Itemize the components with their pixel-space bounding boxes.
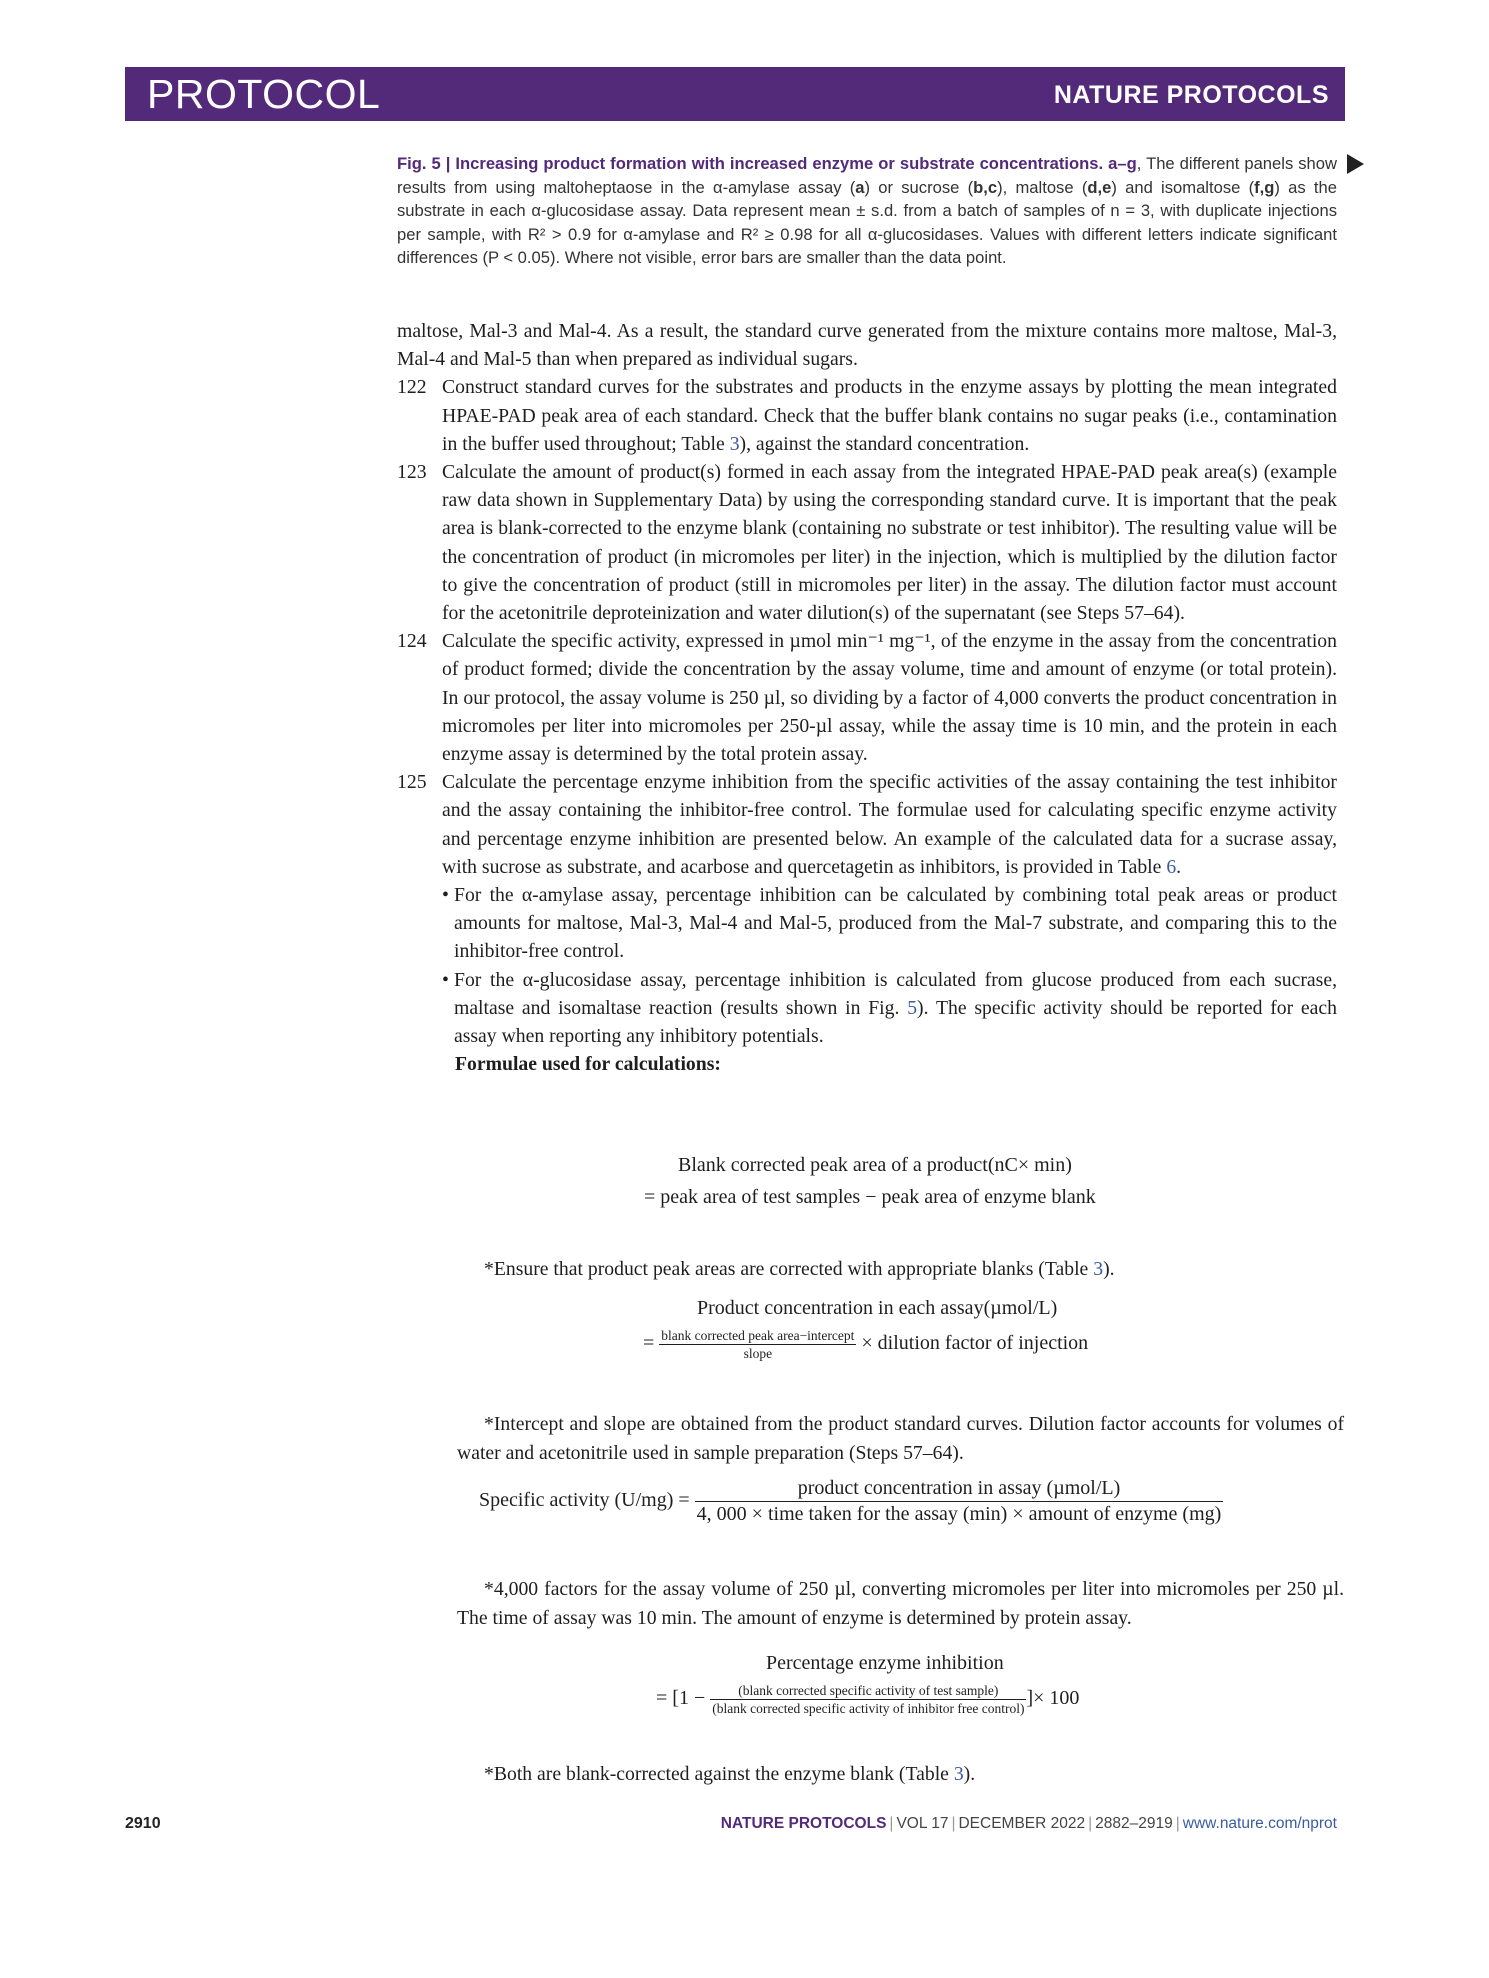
- footer-volume: VOL 17: [896, 1815, 949, 1832]
- page-number: 2910: [125, 1815, 161, 1832]
- equation-2-line2: = $\frac{\text{blank corrected peak area−intercept}}{\text{slope}}$ × dilution factor of injection: [643, 1328, 1089, 1361]
- figure-panels: a–g: [1108, 154, 1137, 173]
- intro-paragraph: maltose, Mal-3 and Mal-4. As a result, the standard curve generated from the mixture contains more maltose, Mal-3, Mal-4 and Mal-5 than when prepared as individual sugars.: [397, 320, 1337, 371]
- note-2: *Intercept and slope are obtained from the product standard curves. Dilution factor accounts for volumes of water and acetonitrile used in sample preparation (Steps 57–64).: [457, 1413, 1344, 1464]
- page-header: [125, 67, 1345, 121]
- equation-3-fraction: product concentration in assay (µmol/L) 4, 000 × time taken for the assay (min) × amount of enzyme (mg): [696, 1477, 1222, 1525]
- step-124: 124 Calculate the specific activity, expressed in µmol min⁻¹ mg⁻¹, of the enzyme in the assay from the concentration of product formed; divide the concentration by the assay volume, time and amount of enzyme (or total protein). In our protocol, the assay volume is 250 µl, so dividing by a factor of 4,000 converts the product concentration in micromoles per liter into micromoles per 250-µl assay, while the assay time is 10 min, and the protein in each enzyme assay is determined by the total protein assay.: [397, 630, 1337, 766]
- bullet-icon: •: [442, 884, 449, 907]
- equation-4-fraction: (blank corrected specific activity of test sample) (blank corrected specific activity of inhibitor free control): [712, 1683, 1025, 1716]
- note-3: *4,000 factors for the assay volume of 250 µl, converting micromoles per liter into micromoles per 250 µl. The time of assay was 10 min. The amount of enzyme is determined by protein assay.: [457, 1578, 1344, 1629]
- table-link[interactable]: 6: [1166, 855, 1177, 878]
- equation-1-line2: = peak area of test samples − peak area of enzyme blank: [644, 1186, 1096, 1208]
- note-1: *Ensure that product peak areas are corrected with appropriate blanks (Table 3).: [484, 1258, 1115, 1280]
- journal-name: NATURE PROTOCOLS: [1053, 81, 1329, 109]
- equation-2-line1: Product concentration in each assay(µmol/L): [697, 1297, 1058, 1319]
- equation-1-line1: Blank corrected peak area of a product(nC× min): [678, 1154, 1072, 1176]
- figure-link[interactable]: 5: [907, 996, 918, 1019]
- footer-journal: NATURE PROTOCOLS: [720, 1815, 887, 1832]
- step-125: 125 Calculate the percentage enzyme inhibition from the specific activities of the assay containing the test inhibitor and the assay containing the inhibitor-free control. The formulae used for calculating specific enzyme activity and percentage enzyme inhibition are presented below. An example of the calculated data for a sucrase assay, with sucrose as substrate, and acarbose and quercetagetin as inhibitors, is provided in Table 6.: [397, 771, 1337, 878]
- footer-date: DECEMBER 2022: [958, 1815, 1086, 1832]
- figure-label: Fig. 5 | Increasing product formation with increased enzyme or substrate concentrations.: [397, 154, 1104, 173]
- table-link[interactable]: 3: [953, 1763, 964, 1785]
- equation-4-line2: = [1 − (blank corrected specific activity of test sample) (blank corrected specific activity of inhibitor free control) ]× 100: [656, 1683, 1080, 1716]
- table-link[interactable]: 3: [729, 432, 740, 455]
- bullet-glucosidase: • For the α-glucosidase assay, percentage inhibition is calculated from glucose produced from each sucrase, maltase and isomaltase reaction (results shown in Fig. 5). The specific activity should be reported for each assay when reporting any inhibitory potentials.: [397, 966, 1337, 1051]
- step-123: 123 Calculate the amount of product(s) formed in each assay from the integrated HPAE-PAD peak area(s) (example raw data shown in Supplementary Data) by using the corresponding standard curve. It is important that the peak area is blank-corrected to the enzyme blank (containing no substrate or test inhibitor). The resulting value will be the concentration of product (in micromoles per liter) in the injection, which is multiplied by the dilution factor to give the concentration of product (still in micromoles per liter) in the assay. The dilution factor must account for the acetonitrile deproteinization and water dilution(s) of the supernatant (see Steps 57–64).: [397, 461, 1337, 625]
- bullet-icon: •: [442, 968, 449, 991]
- footer-url-link[interactable]: www.nature.com/nprot: [1182, 1815, 1337, 1832]
- section-label: PROTOCOL: [147, 71, 381, 117]
- equation-2-fraction: $\frac{\text{blank corrected peak area−intercept}}{\text{slope}}$: [661, 1328, 855, 1361]
- table-link[interactable]: 3: [1093, 1258, 1104, 1280]
- caption-arrow-icon: [1347, 154, 1364, 174]
- formulae-heading: Formulae used for calculations:: [455, 1053, 721, 1076]
- bullet-amylase: • For the α-amylase assay, percentage inhibition can be calculated by combining total peak areas or product amounts for maltose, Mal-3, Mal-4 and Mal-5, produced from the Mal-7 substrate, and comparing this to the inhibitor-free control.: [397, 881, 1337, 966]
- step-122: 122 Construct standard curves for the substrates and products in the enzyme assays by plotting the mean integrated HPAE-PAD peak area of each standard. Check that the buffer blank contains no sugar peaks (i.e., contamination in the buffer used throughout; Table 3), against the standard concentration.: [397, 376, 1337, 455]
- note-4: *Both are blank-corrected against the enzyme blank (Table 3).: [484, 1763, 976, 1785]
- equation-3: Specific activity (U/mg) = product concentration in assay (µmol/L) 4, 000 × time taken for the assay (min) × amount of enzyme (mg): [479, 1477, 1222, 1525]
- footer-pages: 2882–2919: [1095, 1815, 1173, 1832]
- figure-caption: Fig. 5 | Increasing product formation with increased enzyme or substrate concentrations. a–g, The different panels show results from using maltoheptaose in the α-amylase assay (a) or sucrose (b,c), maltose (d,e) and isomaltose (f,g) as the substrate in each α-glucosidase assay. Data represent mean ± s.d. from a batch of samples of n = 3, with duplicate injections per sample, with R² > 0.9 for α-amylase and R² ≥ 0.98 for all α-glucosidases. Values with different letters indicate significant differences (P < 0.05). Where not visible, error bars are smaller than the data point.: [397, 152, 1337, 270]
- main-text: [397, 317, 1337, 1078]
- footer-citation: NATURE PROTOCOLS | VOL 17 | DECEMBER 2022 | 2882–2919 | www.nature.com/nprot: [720, 1815, 1337, 1832]
- equation-4-line1: Percentage enzyme inhibition: [766, 1652, 1004, 1674]
